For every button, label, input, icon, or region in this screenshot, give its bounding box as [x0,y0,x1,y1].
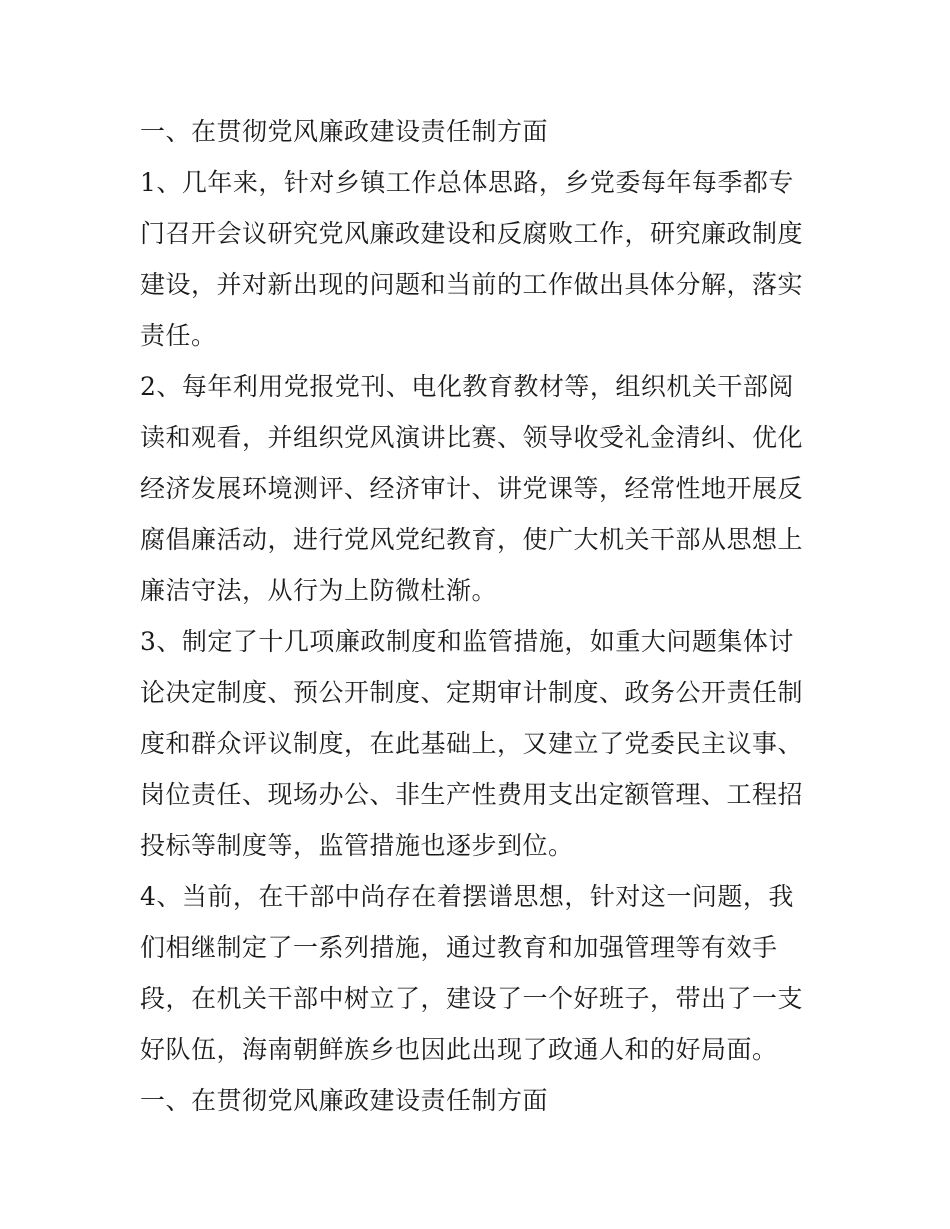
document-body [140,106,812,1126]
paragraph-4: 4、当前，在干部中尚存在着摆谱思想，针对这一问题，我们相继制定了一系列措施，通过教育和加强管理等有效手段，在机关干部中树立了，建设了一个好班子，带出了一支好队伍，海南朝鲜族乡也因此出现了政通人和的好局面。 [140,882,804,1064]
paragraph-1: 1、几年来，针对乡镇工作总体思路，乡党委每年每季都专门召开会议研究党风廉政建设和反腐败工作，研究廉政制度建设，并对新出现的问题和当前的工作做出具体分解，落实责任。 [140,168,804,350]
paragraph-2: 2、每年利用党报党刊、电化教育教材等，组织机关干部阅读和观看，并组织党风演讲比赛、领导收受礼金清纠、优化经济发展环境测评、经济审计、讲党课等，经常性地开展反腐倡廉活动，进行党风党纪教育，使广大机关干部从思想上廉洁守法，从行为上防微杜渐。 [140,372,804,605]
section-heading-bottom: 一、在贯彻党风廉政建设责任制方面 [140,1086,549,1115]
paragraph-3: 3、制定了十几项廉政制度和监管措施，如重大问题集体讨论决定制度、预公开制度、定期审计制度、政务公开责任制度和群众评议制度，在此基础上，又建立了党委民主议事、岗位责任、现场办公、非生产性费用支出定额管理、工程招投标等制度等，监管措施也逐步到位。 [140,627,804,860]
section-heading-top: 一、在贯彻党风廉政建设责任制方面 [140,117,549,146]
